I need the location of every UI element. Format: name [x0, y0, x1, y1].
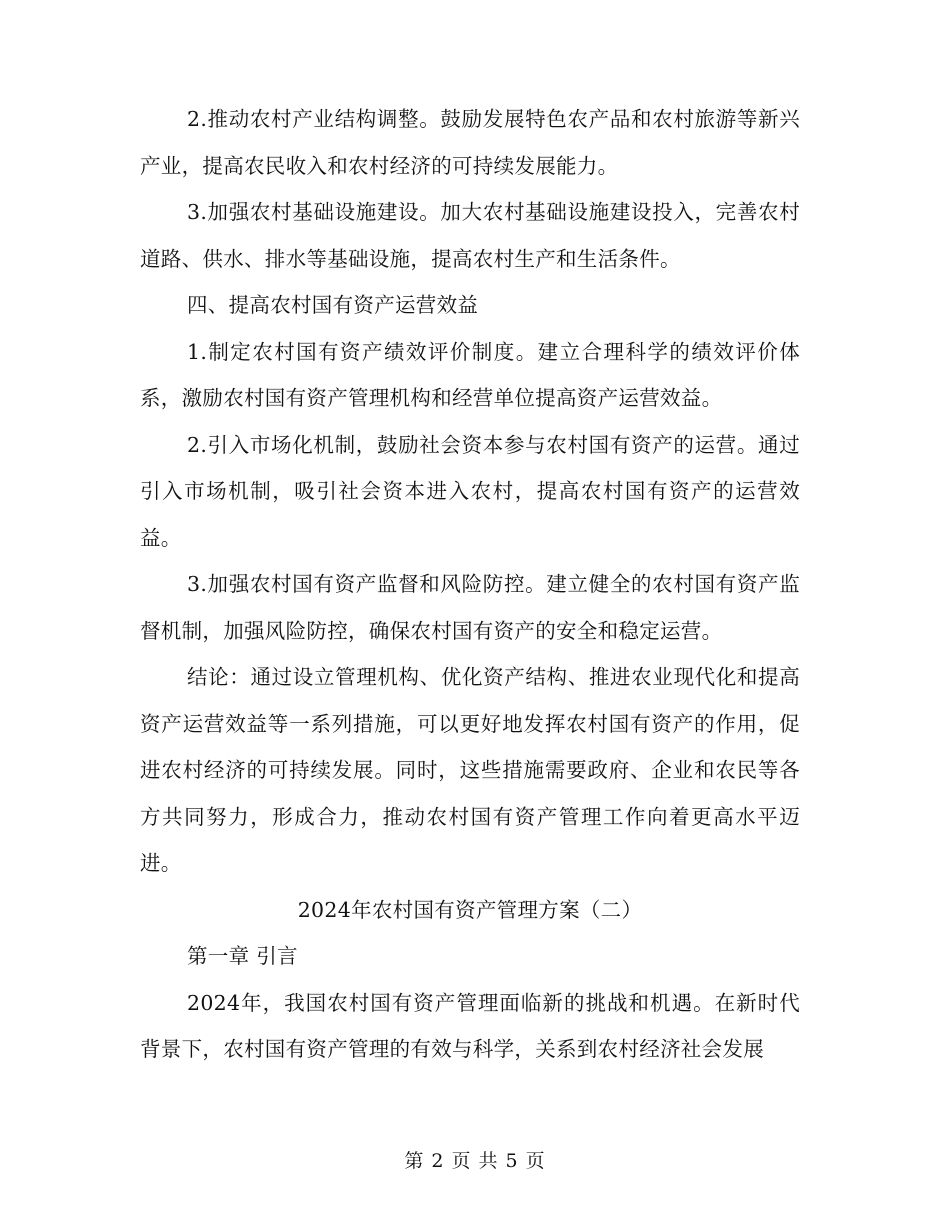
paragraph-market-mechanism: 2.引入市场化机制，鼓励社会资本参与农村国有资产的运营。通过引入市场机制，吸引社会资本进入农村，提高农村国有资产的运营效益。	[140, 432, 800, 550]
paragraph-industry-structure: 2.推动农村产业结构调整。鼓励发展特色农产品和农村旅游等新兴产业，提高农民收入和农村经济的可持续发展能力。	[140, 107, 800, 178]
paragraph-performance-evaluation: 1.制定农村国有资产绩效评价制度。建立合理科学的绩效评价体系，激励农村国有资产管理机构和经营单位提高资产运营效益。	[140, 339, 800, 410]
page-footer	[0, 1146, 950, 1173]
paragraph-conclusion: 结论：通过设立管理机构、优化资产结构、推进农业现代化和提高资产运营效益等一系列措施，可以更好地发挥农村国有资产的作用，促进农村经济的可持续发展。同时，这些措施需要政府、企业和农民等各方共同努力，形成合力，推动农村国有资产管理工作向着更高水平迈进。	[140, 665, 800, 875]
paragraph-supervision-risk: 3.加强农村国有资产监督和风险防控。建立健全的农村国有资产监督机制，加强风险防控，确保农村国有资产的安全和稳定运营。	[140, 572, 800, 643]
document-body	[140, 96, 800, 1073]
section-title: 2024年农村国有资产管理方案（二）	[297, 897, 643, 922]
chapter-heading: 第一章 引言	[187, 944, 298, 968]
paragraph-intro: 2024年，我国农村国有资产管理面临新的挑战和机遇。在新时代背景下，农村国有资产管理的有效与科学，关系到农村经济社会发展	[140, 990, 800, 1061]
section-heading-operating-efficiency: 四、提高农村国有资产运营效益	[187, 293, 479, 317]
paragraph-infrastructure: 3.加强农村基础设施建设。加大农村基础设施建设投入，完善农村道路、供水、排水等基础设施，提高农村生产和生活条件。	[140, 200, 800, 271]
page-number-label: 第 2 页 共 5 页	[404, 1150, 546, 1172]
